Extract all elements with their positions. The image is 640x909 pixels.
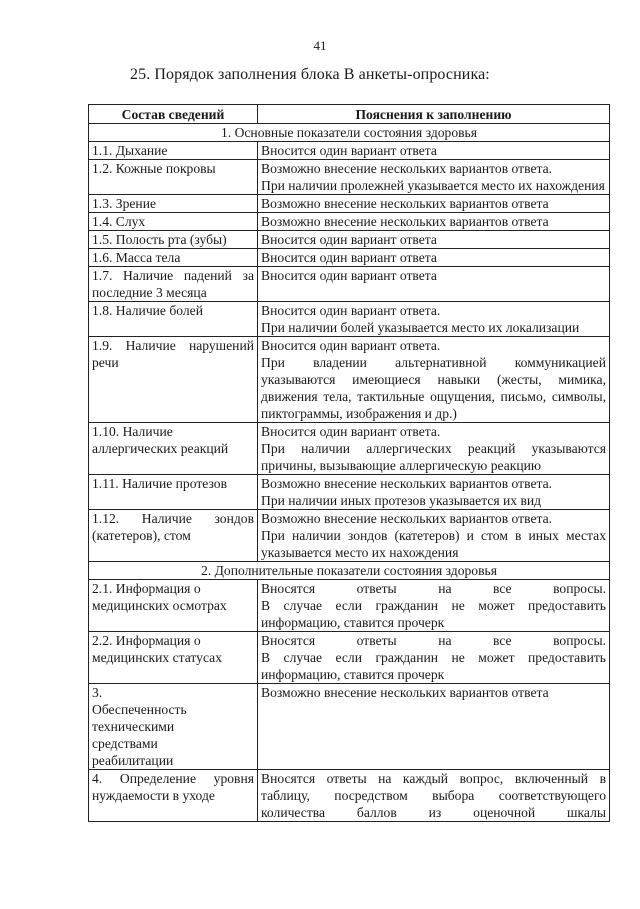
section-heading: 25. Порядок заполнения блока В анкеты-опросника: xyxy=(130,66,490,83)
explanation-line: В случае если гражданин не может предоставить информацию, ставится прочерк xyxy=(261,650,606,682)
row-explanation: Возможно внесение нескольких вариантов ответа xyxy=(258,684,610,770)
row-explanation: Вносится один вариант ответа xyxy=(258,267,610,302)
table-row xyxy=(89,684,610,770)
explanation-line: Вносится один вариант ответа. xyxy=(261,424,441,439)
explanation-line: Вносятся ответы на все вопросы. xyxy=(261,581,606,596)
row-item: 1.2. Кожные покровы xyxy=(89,160,258,195)
row-item: 1.8. Наличие болей xyxy=(89,302,258,337)
row-item: 1.5. Полость рта (зубы) xyxy=(89,231,258,249)
section-title: 1. Основные показатели состояния здоровья xyxy=(89,124,610,142)
row-explanation xyxy=(258,160,610,195)
row-item: 4. Определение уровня нуждаемости в уходе xyxy=(89,770,258,822)
table-row xyxy=(89,231,610,249)
table-row xyxy=(89,337,610,423)
explanation-line: Вносятся ответы на все вопросы. xyxy=(261,633,606,648)
explanation-line: Возможно внесение нескольких вариантов ответа. xyxy=(261,161,553,176)
table-row xyxy=(89,580,610,632)
explanation-line: В случае если гражданин не может предоставить информацию, ставится прочерк xyxy=(261,598,606,630)
explanation-line: Возможно внесение нескольких вариантов ответа. xyxy=(261,476,553,491)
table-row xyxy=(89,770,610,822)
row-item: 3. Обеспеченность техническими средствами реабилитации xyxy=(89,684,258,770)
row-explanation: Вносится один вариант ответа xyxy=(258,249,610,267)
section-row xyxy=(89,562,610,580)
row-item: 1.7. Наличие падений за последние 3 месяца xyxy=(89,267,258,302)
row-explanation: Возможно внесение нескольких вариантов ответа xyxy=(258,213,610,231)
row-explanation: Вносятся ответы на каждый вопрос, включенный в таблицу, посредством выбора соответствующего количества баллов из оценочной шкалы xyxy=(258,770,610,822)
table-row xyxy=(89,302,610,337)
table-row xyxy=(89,267,610,302)
row-item: 1.1. Дыхание xyxy=(89,142,258,160)
row-item: 1.12. Наличие зондов (катетеров), стом xyxy=(89,510,258,562)
table-row xyxy=(89,423,610,475)
row-explanation xyxy=(258,302,610,337)
table-row xyxy=(89,510,610,562)
column-header-composition: Состав сведений xyxy=(89,105,258,124)
explanation-line: При наличии аллергических реакций указываются причины, вызывающие аллергическую реакцию xyxy=(261,441,606,473)
row-explanation xyxy=(258,632,610,684)
row-explanation xyxy=(258,580,610,632)
row-item: 2.2. Информация о медицинских статусах xyxy=(89,632,258,684)
row-explanation xyxy=(258,337,610,423)
explanation-line: Вносится один вариант ответа. xyxy=(261,338,441,353)
row-explanation xyxy=(258,510,610,562)
row-item: 1.11. Наличие протезов xyxy=(89,475,258,510)
table-row xyxy=(89,160,610,195)
row-item: 2.1. Информация о медицинских осмотрах xyxy=(89,580,258,632)
section-title: 2. Дополнительные показатели состояния здоровья xyxy=(89,562,610,580)
table-header-row xyxy=(89,105,610,124)
explanation-line: При наличии пролежней указывается место их нахождения xyxy=(261,178,605,193)
row-explanation xyxy=(258,423,610,475)
row-explanation: Вносится один вариант ответа xyxy=(258,142,610,160)
row-item: 1.3. Зрение xyxy=(89,195,258,213)
column-header-explanations: Пояснения к заполнению xyxy=(258,105,610,124)
row-item: 1.9. Наличие нарушений речи xyxy=(89,337,258,423)
section-row xyxy=(89,124,610,142)
row-item: 1.10. Наличие аллергических реакций xyxy=(89,423,258,475)
page-number: 41 xyxy=(313,38,327,53)
table-row xyxy=(89,475,610,510)
row-item: 1.4. Слух xyxy=(89,213,258,231)
explanation-line: При наличии болей указывается место их локализации xyxy=(261,320,580,335)
explanation-line: Возможно внесение нескольких вариантов ответа. xyxy=(261,511,553,526)
table-row xyxy=(89,195,610,213)
table-row xyxy=(89,249,610,267)
explanation-line: При владении альтернативной коммуникацией указываются имеющиеся навыки (жесты, мимика, движения тела, тактильные ощущения, письмо, символы, пиктограммы, изображения и др.) xyxy=(261,355,606,421)
table-row xyxy=(89,213,610,231)
table-row xyxy=(89,632,610,684)
row-explanation: Возможно внесение нескольких вариантов ответа xyxy=(258,195,610,213)
row-item: 1.6. Масса тела xyxy=(89,249,258,267)
row-explanation: Вносится один вариант ответа xyxy=(258,231,610,249)
explanation-line: Вносится один вариант ответа. xyxy=(261,303,441,318)
table-row xyxy=(89,142,610,160)
row-explanation xyxy=(258,475,610,510)
explanation-line: При наличии зондов (катетеров) и стом в иных местах указывается место их нахождения xyxy=(261,528,606,560)
explanation-line: При наличии иных протезов указывается их вид xyxy=(261,493,542,508)
instructions-table xyxy=(88,104,610,822)
